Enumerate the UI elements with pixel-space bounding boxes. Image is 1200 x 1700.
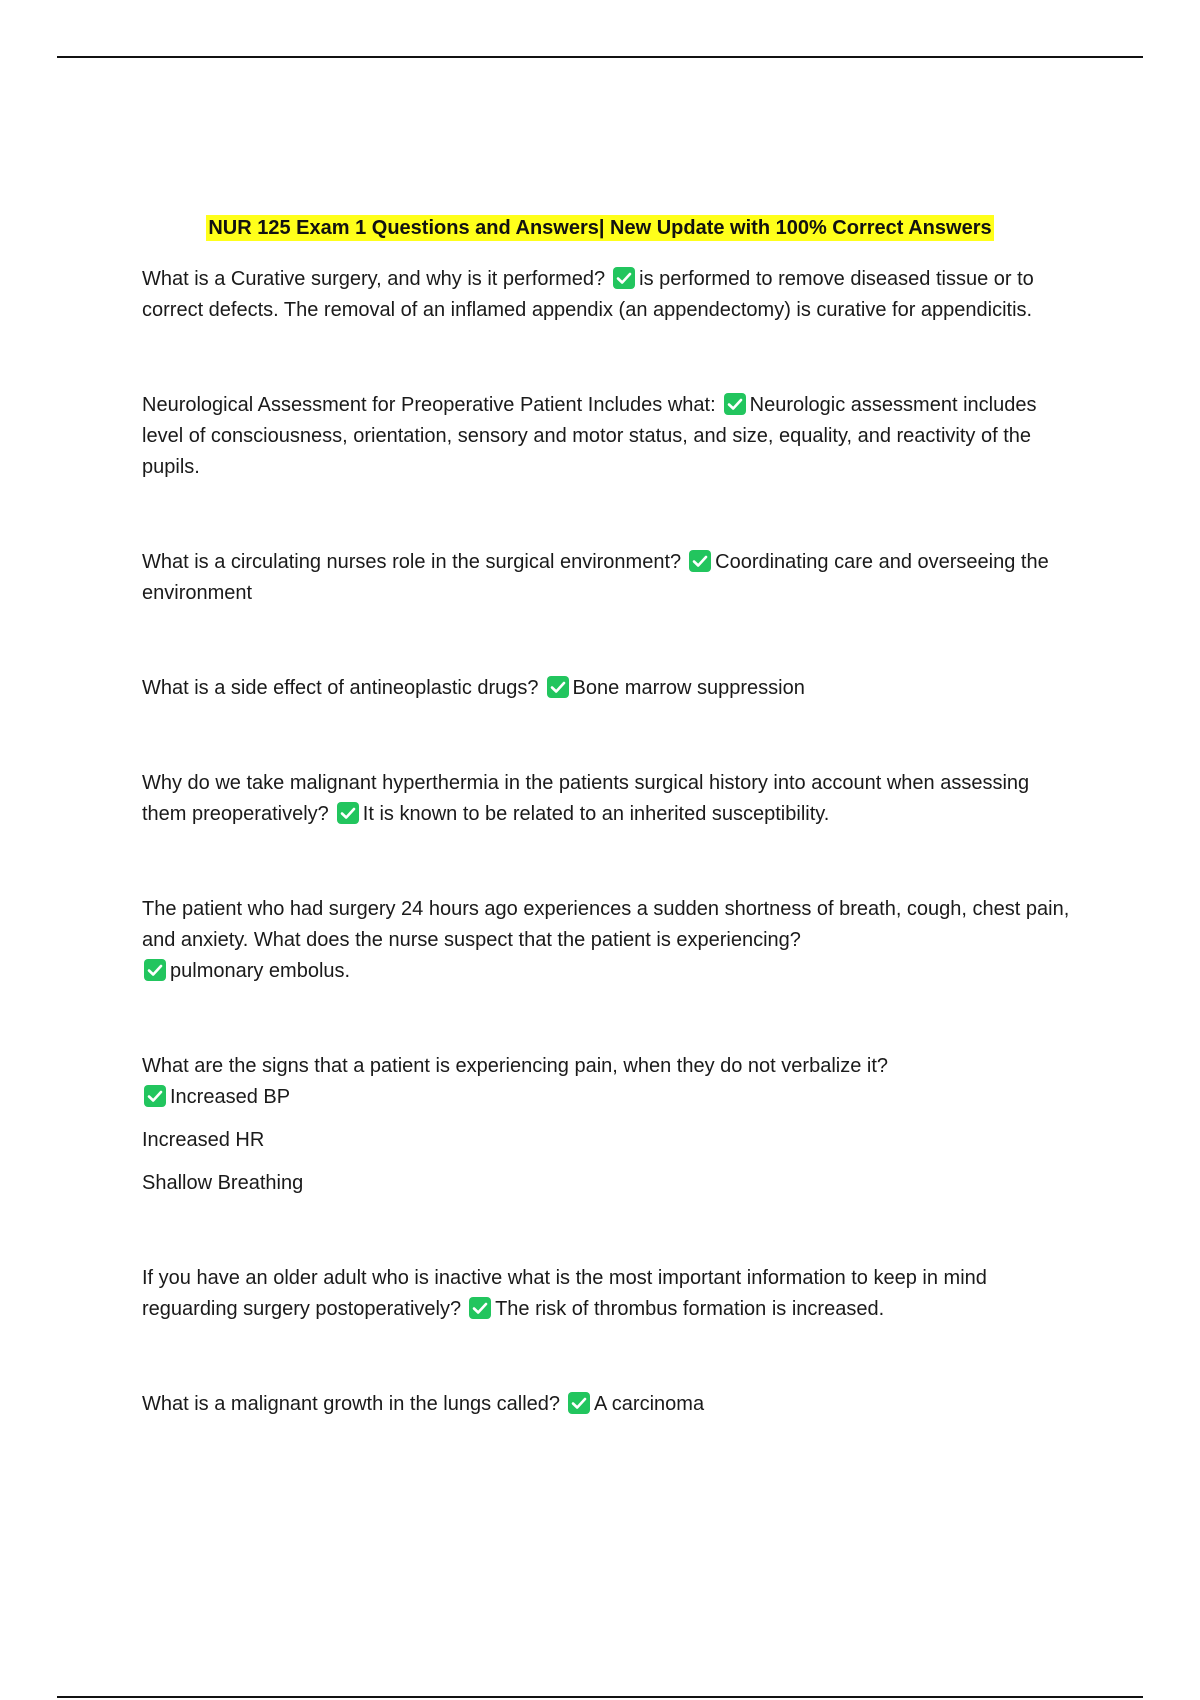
question-text: Why do we take malignant hyperthermia in the patients surgical history into account when assessing them preoperatively? (142, 772, 1030, 825)
answer-text: It is known to be related to an inherited susceptibility. (362, 803, 830, 825)
check-box-icon (337, 802, 359, 824)
bottom-rule (57, 1696, 1143, 1698)
check-box-icon (144, 1085, 166, 1107)
answer-text: The risk of thrombus formation is increased. (495, 1298, 885, 1320)
answer-text: Increased BP (170, 1086, 291, 1108)
qa-item (142, 673, 1072, 704)
answer-text: Coordinating care and overseeing the environment (142, 551, 1049, 604)
qa-item (142, 547, 1072, 609)
qa-text (142, 1389, 1072, 1420)
qa-text (142, 390, 1072, 483)
qa-text (142, 1263, 1072, 1325)
question-text: What are the signs that a patient is experiencing pain, when they do not verbalize it? (142, 1055, 889, 1077)
qa-text (142, 768, 1072, 830)
qa-text (142, 673, 1072, 704)
question-text: Neurological Assessment for Preoperative Patient Includes what: (142, 394, 716, 416)
document-title: NUR 125 Exam 1 Questions and Answers| New Update with 100% Correct Answers (208, 217, 992, 239)
answer-extra-line: Increased HR (142, 1129, 265, 1151)
qa-item (142, 390, 1072, 483)
answer-text: Neurologic assessment includes level of consciousness, orientation, sensory and motor status, and size, equality, and reactivity of the pupils. (142, 394, 1037, 478)
qa-list (142, 264, 1072, 1484)
check-box-icon (547, 676, 569, 698)
question-text: What is a circulating nurses role in the surgical environment? (142, 551, 682, 573)
check-box-icon (613, 267, 635, 289)
qa-item (142, 1051, 1072, 1199)
qa-item (142, 1389, 1072, 1420)
qa-answer-line (142, 1082, 1072, 1113)
check-box-icon (568, 1392, 590, 1414)
answer-text: pulmonary embolus. (170, 960, 351, 982)
title-wrap (0, 215, 1200, 241)
check-box-icon (144, 959, 166, 981)
qa-item (142, 894, 1072, 987)
question-text: The patient who had surgery 24 hours ago experiences a sudden shortness of breath, cough, chest pain, and anxiety. What does the nurse suspect that the patient is experiencing? (142, 898, 1070, 951)
qa-text (142, 264, 1072, 326)
qa-answer-line (142, 956, 1072, 987)
question-text: What is a malignant growth in the lungs called? (142, 1393, 561, 1415)
check-box-icon (724, 393, 746, 415)
top-rule (57, 56, 1143, 58)
qa-item (142, 768, 1072, 830)
question-text: If you have an older adult who is inactive what is the most important information to keep in mind reguarding surgery postoperatively? (142, 1267, 987, 1320)
answer-text: is performed to remove diseased tissue or to correct defects. The removal of an inflamed appendix (an appendectomy) is curative for appendicitis. (142, 268, 1034, 321)
answer-text: Bone marrow suppression (572, 677, 805, 699)
question-text: What is a side effect of antineoplastic drugs? (142, 677, 539, 699)
answer-text: A carcinoma (594, 1393, 705, 1415)
qa-text (142, 547, 1072, 609)
qa-item (142, 1263, 1072, 1325)
answer-extra-line: Shallow Breathing (142, 1172, 304, 1194)
check-box-icon (469, 1297, 491, 1319)
question-text: What is a Curative surgery, and why is it performed? (142, 268, 606, 290)
qa-item (142, 264, 1072, 326)
check-box-icon (689, 550, 711, 572)
